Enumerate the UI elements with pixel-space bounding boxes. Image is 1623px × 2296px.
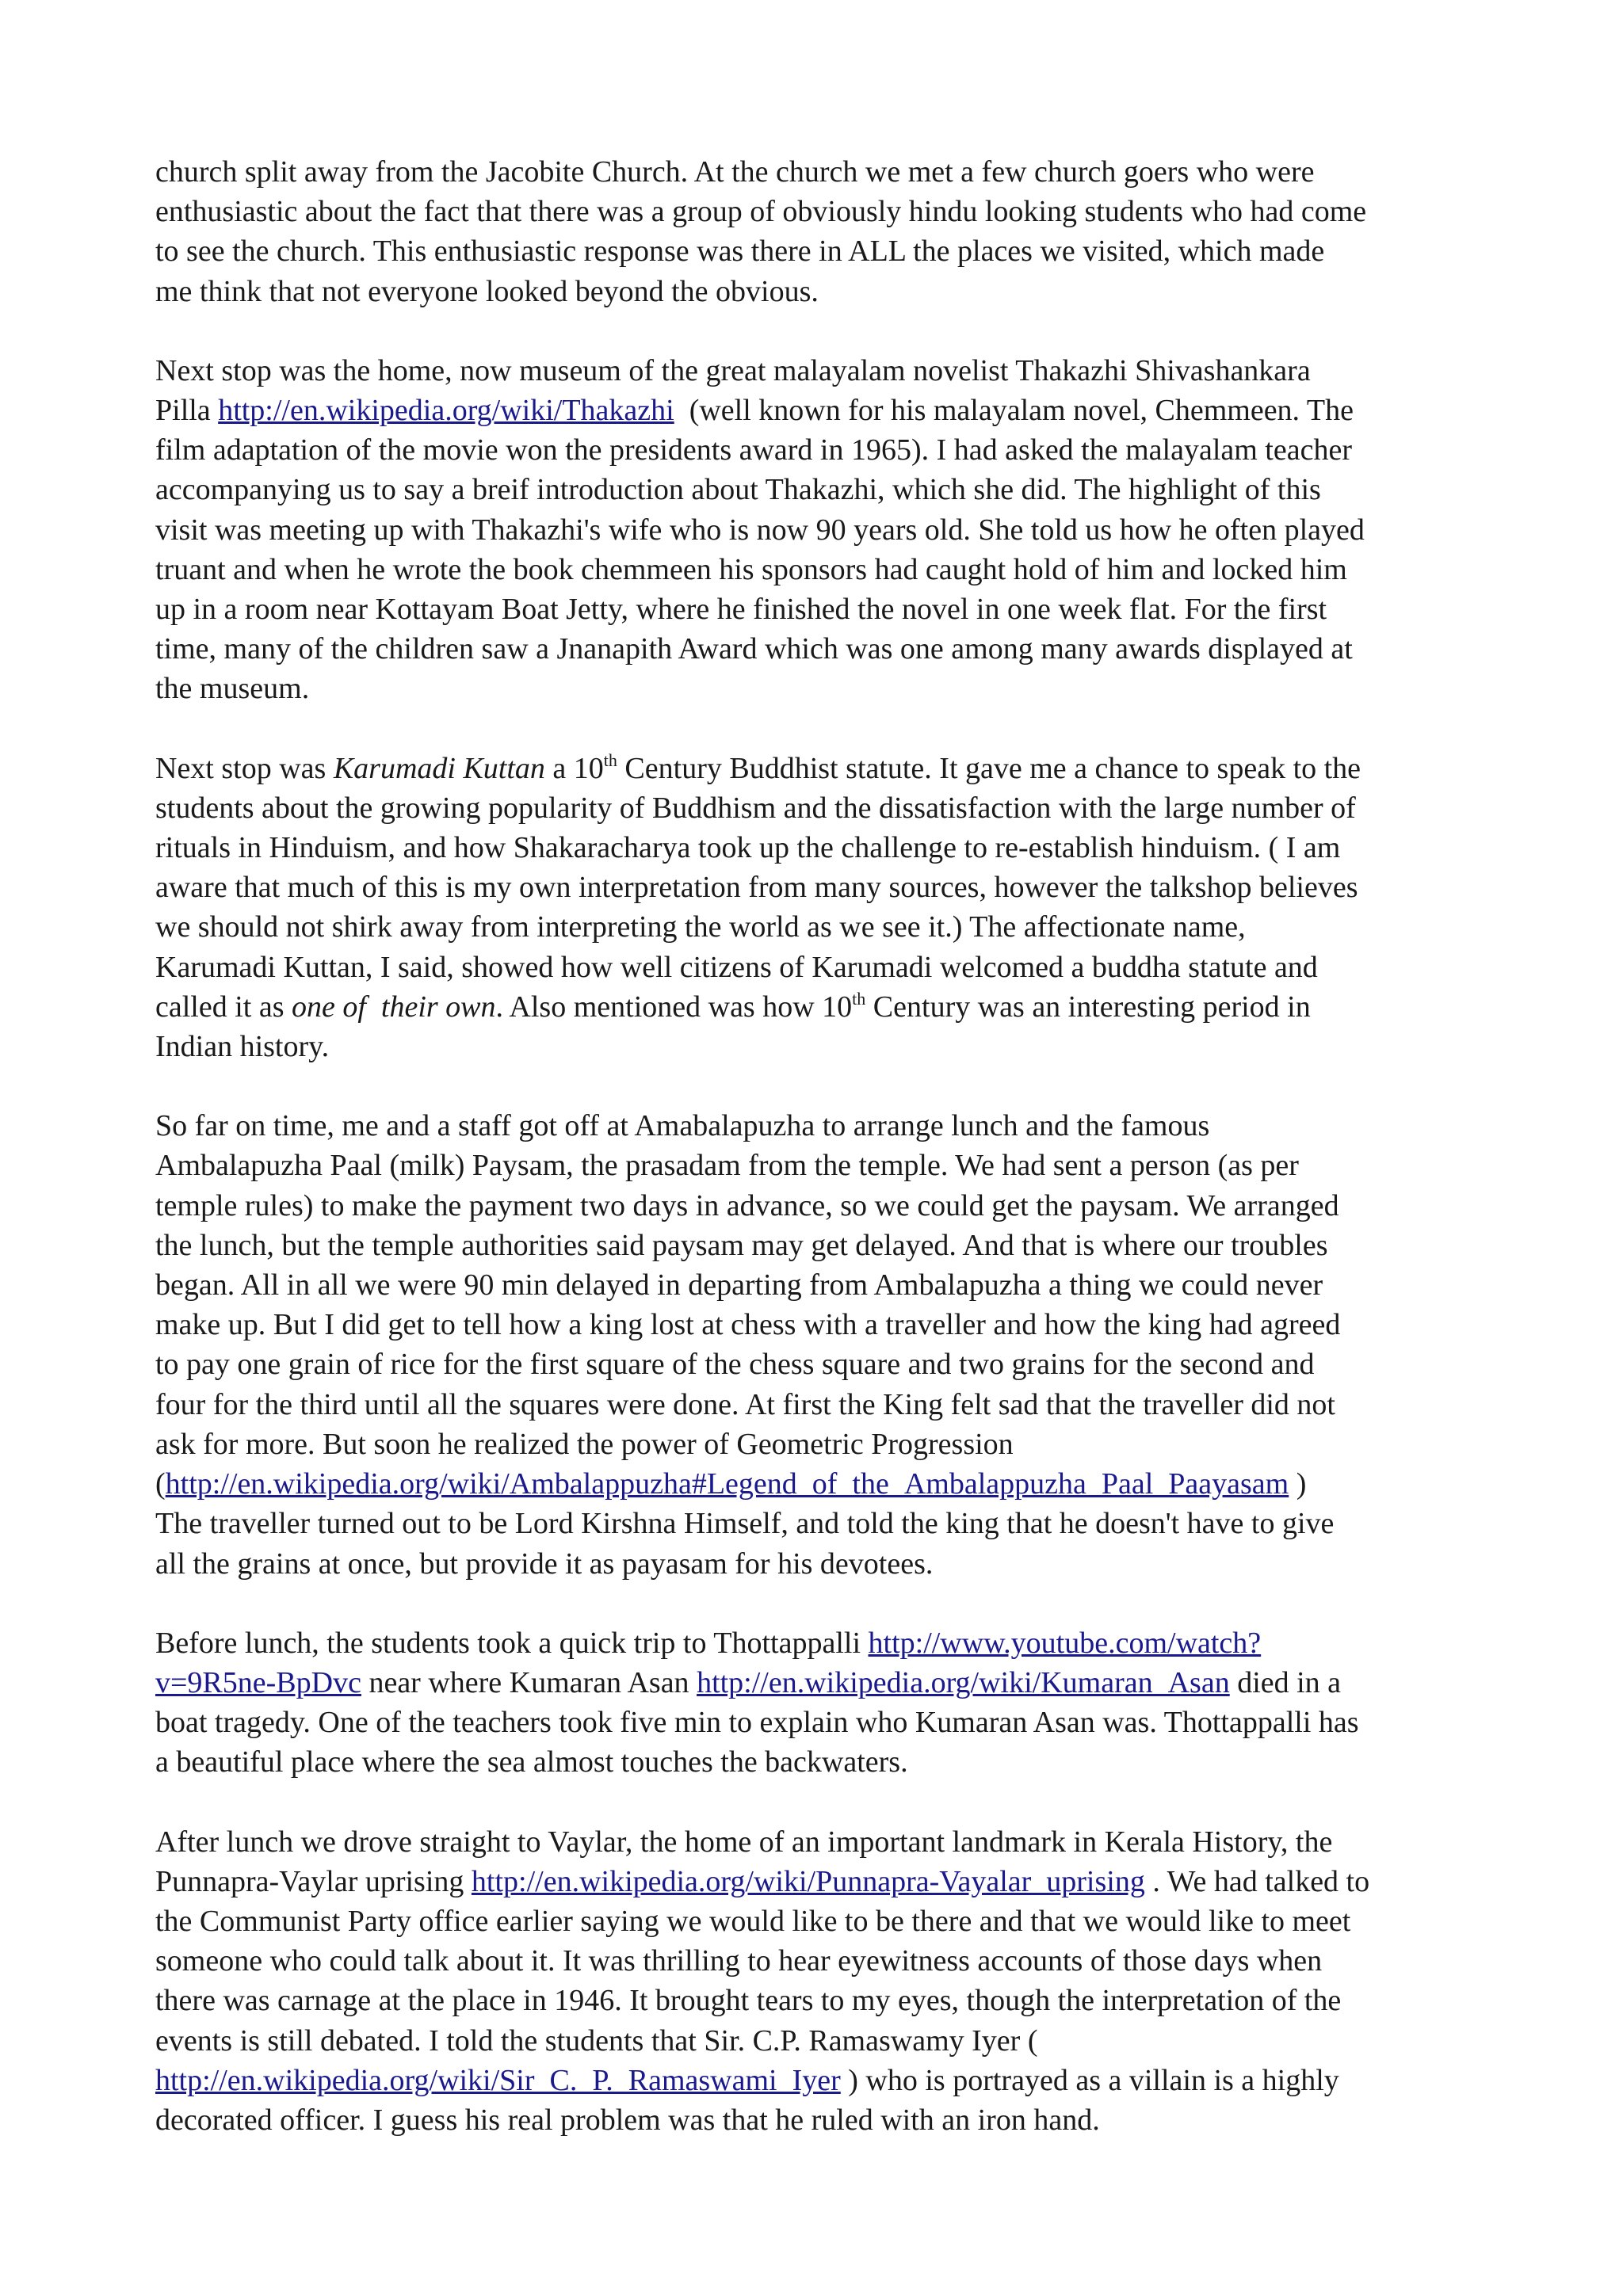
hyperlink[interactable]: http://www.youtube.com/watch?: [868, 1626, 1262, 1660]
body-text: up in a room near Kottayam Boat Jetty, where he finished the novel in one week flat. For the first: [155, 593, 1327, 627]
hyperlink[interactable]: http://en.wikipedia.org/wiki/Punnapra-Vayalar_uprising: [471, 1864, 1145, 1898]
body-text: the lunch, but the temple authorities said paysam may get delayed. And that is where our troubles: [155, 1228, 1328, 1262]
body-text: the Communist Party office earlier saying we would like to be there and that we would like to meet: [155, 1904, 1351, 1938]
text-line: [155, 868, 1472, 907]
text-line: [155, 272, 1472, 311]
text-line: [155, 391, 1472, 430]
text-line: [155, 2061, 1472, 2100]
text-line: [155, 1106, 1472, 1146]
body-text: rituals in Hinduism, and how Shakaracharya took up the challenge to re-establish hinduism. ( I am: [155, 831, 1341, 865]
body-text: After lunch we drove straight to Vaylar, the home of an important landmark in Kerala History, the: [155, 1825, 1333, 1859]
hyperlink[interactable]: v=9R5ne-BpDvc: [155, 1665, 361, 1699]
text-line: [155, 1027, 1472, 1066]
body-text: enthusiastic about the fact that there was a group of obviously hindu looking students who had come: [155, 195, 1367, 229]
body-text: all the grains at once, but provide it as payasam for his devotees.: [155, 1547, 934, 1581]
body-text: ask for more. But soon he realized the power of Geometric Progression: [155, 1427, 1014, 1461]
text-line: [155, 351, 1472, 391]
text-line: [155, 152, 1472, 192]
text-line: [155, 1623, 1472, 1663]
paragraph: [155, 1623, 1472, 1783]
paragraph: [155, 351, 1472, 709]
body-text: (: [155, 1467, 166, 1501]
text-line: [155, 1344, 1472, 1384]
text-line: [155, 550, 1472, 589]
text-line: [155, 948, 1472, 987]
body-text: called it as: [155, 990, 292, 1024]
body-text: Next stop was: [155, 751, 334, 785]
body-text: film adaptation of the movie won the presidents award in 1965). I had asked the malayalam teacher: [155, 433, 1352, 467]
body-text: temple rules) to make the payment two days in advance, so we could get the paysam. We arranged: [155, 1188, 1339, 1222]
body-text: . Also mentioned was how 10: [495, 990, 853, 1024]
body-text: So far on time, me and a staff got off at Amabalapuzha to arrange lunch and the famous: [155, 1109, 1210, 1143]
body-text: truant and when he wrote the book chemmeen his sponsors had caught hold of him and locked him: [155, 552, 1347, 586]
italic-text: Karumadi Kuttan: [333, 751, 545, 785]
text-line: [155, 1385, 1472, 1425]
text-line: [155, 788, 1472, 828]
body-text: . We had talked to: [1144, 1864, 1370, 1898]
body-text: four for the third until all the squares were done. At first the King felt sad that the traveller did not: [155, 1387, 1335, 1421]
text-line: [155, 430, 1472, 470]
text-line: [155, 510, 1472, 550]
italic-text: one of their own: [291, 990, 496, 1024]
body-text: (well known for his malayalam novel, Chemmeen. The: [674, 394, 1354, 428]
body-text: Before lunch, the students took a quick trip to Thottappalli: [155, 1626, 869, 1660]
body-text: the museum.: [155, 672, 310, 706]
hyperlink[interactable]: http://en.wikipedia.org/wiki/Sir_C._P._Ramaswami_Iyer: [155, 2063, 841, 2097]
text-line: [155, 629, 1472, 669]
paragraph: [155, 1822, 1472, 2141]
body-text: someone who could talk about it. It was thrilling to hear eyewitness accounts of those days when: [155, 1944, 1323, 1978]
body-text: time, many of the children saw a Jnanapith Award which was one among many awards displayed at: [155, 632, 1353, 666]
body-text: near where Kumaran Asan: [361, 1665, 697, 1699]
hyperlink[interactable]: http://en.wikipedia.org/wiki/Kumaran_Asan: [697, 1665, 1230, 1699]
body-text: to see the church. This enthusiastic response was there in ALL the places we visited, which made: [155, 235, 1325, 269]
text-line: [155, 987, 1472, 1027]
body-text: Next stop was the home, now museum of the great malayalam novelist Thakazhi Shivashankara: [155, 353, 1311, 387]
text-line: [155, 1464, 1472, 1504]
body-text: we should not shirk away from interpreting the world as we see it.) The affectionate name,: [155, 910, 1246, 944]
text-line: [155, 1742, 1472, 1782]
text-line: [155, 231, 1472, 271]
paragraph: [155, 152, 1472, 311]
text-line: [155, 1186, 1472, 1226]
body-text: decorated officer. I guess his real problem was that he ruled with an iron hand.: [155, 2103, 1100, 2137]
body-text: Century Buddhist statute. It gave me a chance to speak to the: [617, 751, 1361, 785]
text-line: [155, 1901, 1472, 1941]
text-line: [155, 669, 1472, 708]
superscript-text: th: [603, 749, 617, 770]
text-line: [155, 192, 1472, 231]
text-line: [155, 1504, 1472, 1543]
text-line: [155, 1822, 1472, 1862]
body-text: Punnapra-Vaylar uprising: [155, 1864, 472, 1898]
body-text: began. All in all we were 90 min delayed in departing from Ambalapuzha a thing we could never: [155, 1268, 1323, 1302]
text-line: [155, 1544, 1472, 1584]
text-line: [155, 1226, 1472, 1265]
hyperlink[interactable]: http://en.wikipedia.org/wiki/Ambalappuzha#Legend_of_the_Ambalappuzha_Paal_Paayasam: [165, 1467, 1289, 1501]
body-text: Pilla: [155, 394, 219, 428]
body-text: make up. But I did get to tell how a king lost at chess with a traveller and how the king had agreed: [155, 1308, 1341, 1342]
body-text: ) who is portrayed as a villain is a highly: [840, 2063, 1339, 2097]
body-text: visit was meeting up with Thakazhi's wife who is now 90 years old. She told us how he often played: [155, 513, 1365, 547]
body-text: students about the growing popularity of Buddhism and the dissatisfaction with the large number of: [155, 791, 1356, 825]
text-line: [155, 589, 1472, 629]
paragraph: [155, 1106, 1472, 1583]
body-text: a 10: [544, 751, 604, 785]
text-line: [155, 1305, 1472, 1344]
body-text: ): [1289, 1467, 1307, 1501]
body-text: boat tragedy. One of the teachers took five min to explain who Kumaran Asan was. Thottappalli has: [155, 1706, 1359, 1740]
hyperlink[interactable]: http://en.wikipedia.org/wiki/Thakazhi: [218, 394, 674, 428]
text-line: [155, 1862, 1472, 1901]
body-text: Indian history.: [155, 1030, 330, 1064]
text-line: [155, 1265, 1472, 1305]
body-text: me think that not everyone looked beyond the obvious.: [155, 274, 819, 308]
superscript-text: th: [852, 988, 866, 1009]
text-line: [155, 749, 1472, 788]
body-text: Ambalapuzha Paal (milk) Paysam, the prasadam from the temple. We had sent a person (as per: [155, 1149, 1299, 1183]
body-text: to pay one grain of rice for the first square of the chess square and two grains for the second and: [155, 1348, 1315, 1382]
text-line: [155, 2021, 1472, 2061]
text-line: [155, 1663, 1472, 1703]
text-line: [155, 1941, 1472, 1981]
text-line: [155, 1981, 1472, 2020]
body-text: events is still debated. I told the students that Sir. C.P. Ramaswamy Iyer (: [155, 2023, 1038, 2058]
text-line: [155, 1146, 1472, 1185]
body-text: Karumadi Kuttan, I said, showed how well citizens of Karumadi welcomed a buddha statute and: [155, 950, 1318, 984]
text-line: [155, 2100, 1472, 2140]
paragraph: [155, 749, 1472, 1067]
body-text: there was carnage at the place in 1946. It brought tears to my eyes, though the interpretation of the: [155, 1984, 1342, 2018]
body-text: Century was an interesting period in: [865, 990, 1311, 1024]
body-text: a beautiful place where the sea almost touches the backwaters.: [155, 1745, 908, 1779]
text-line: [155, 1425, 1472, 1464]
body-text: The traveller turned out to be Lord Kirshna Himself, and told the king that he doesn't have to give: [155, 1507, 1335, 1541]
body-text: church split away from the Jacobite Church. At the church we met a few church goers who were: [155, 155, 1315, 189]
text-line: [155, 907, 1472, 947]
body-text: accompanying us to say a breif introduction about Thakazhi, which she did. The highlight of this: [155, 473, 1321, 507]
body-text: died in a: [1229, 1665, 1342, 1699]
body-text: aware that much of this is my own interpretation from many sources, however the talkshop believes: [155, 871, 1358, 905]
text-line: [155, 1703, 1472, 1742]
text-line: [155, 470, 1472, 509]
text-line: [155, 828, 1472, 868]
